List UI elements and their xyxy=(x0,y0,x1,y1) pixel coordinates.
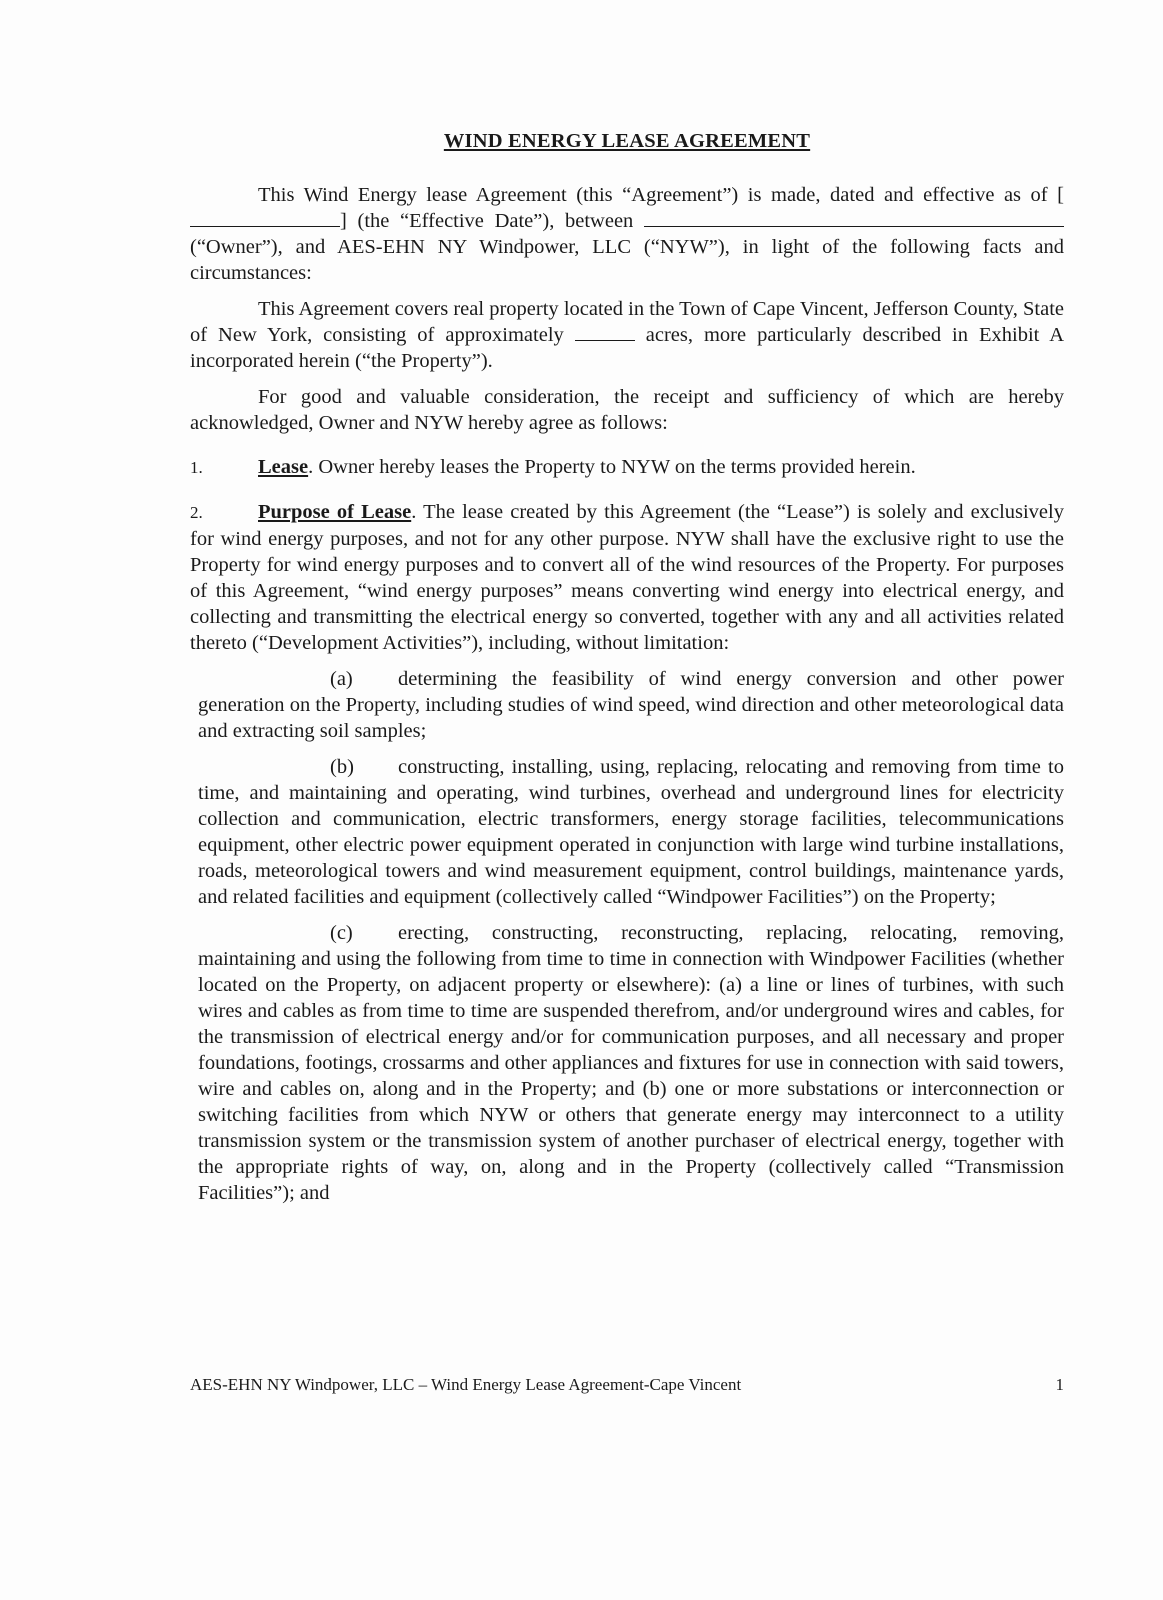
section-2-heading: Purpose of Lease xyxy=(258,501,412,523)
consideration-paragraph: For good and valuable consideration, the receipt and sufficiency of which are hereby acknowledged, Owner and NYW hereby agree as follows: xyxy=(190,386,1064,434)
subitem-b xyxy=(198,754,1064,910)
section-2 xyxy=(190,499,1064,656)
footer-text: AES-EHN NY Windpower, LLC – Wind Energy Lease Agreement-Cape Vincent xyxy=(190,1375,742,1394)
effective-date-blank xyxy=(190,208,340,227)
property-text-b: acres, more particularly described in Exhibit A incorporated herein (“the Property”). xyxy=(190,324,1065,372)
subitem-c-label: (c) xyxy=(330,922,353,944)
page-footer xyxy=(190,1374,1064,1396)
intro-text-b: ] (the “Effective Date”), between xyxy=(340,210,634,232)
subitem-b-label: (b) xyxy=(330,756,354,778)
section-1-number: 1. xyxy=(190,458,203,477)
property-paragraph xyxy=(190,296,1064,374)
intro-text-a: This Wind Energy lease Agreement (this “Agreement”) is made, dated and effective as of xyxy=(258,184,1048,206)
section-1-heading: Lease xyxy=(258,456,309,478)
intro-paragraph xyxy=(190,182,1064,286)
section-2-number: 2. xyxy=(190,503,203,522)
section-1 xyxy=(190,454,1064,481)
section-2-text: . The lease created by this Agreement (the “Lease”) is solely and exclusively for wind energy purposes, and not for any other purpose. NYW shall have the exclusive right to use the Property for wind energy purposes and to convert all of the wind resources of the Property. For purposes of this Agreement, “wind energy purposes” means converting wind energy into electrical energy, and collecting and transmitting the electrical energy so converted, together with any and all activities related thereto (“Development Activities”), including, without limitation: xyxy=(190,501,1064,654)
subitem-a-text: determining the feasibility of wind energy conversion and other power generation on the Property, including studies of wind speed, wind direction and other meteorological data and extracting soil samples; xyxy=(198,668,1064,742)
property-text-a: This Agreement covers real property located in the Town of Cape Vincent, Jefferson County, State of New York, consisting of approximately xyxy=(190,298,1064,346)
party-name-blank xyxy=(644,208,1064,227)
acres-blank xyxy=(575,322,635,341)
document-title: WIND ENERGY LEASE AGREEMENT xyxy=(443,130,811,152)
subitem-a xyxy=(198,666,1064,744)
intro-text-c: (“Owner”), and AES-EHN NY Windpower, LLC (“NYW”), in light of the following facts and circumstances: xyxy=(190,236,1064,284)
subitem-b-text: constructing, installing, using, replacing, relocating and removing from time to time, and maintaining and operating, wind turbines, overhead and underground lines for electricity collection and communication, electric transformers, energy storage facilities, telecommunications equipment, other electric power equipment operated in conjunction with large wind turbine installations, roads, meteorological towers and wind measurement equipment, control buildings, maintenance yards, and related facilities and equipment (collectively called “Windpower Facilities”) on the Property; xyxy=(198,756,1064,908)
subitem-a-label: (a) xyxy=(330,668,353,690)
subitem-c-text: erecting, constructing, reconstructing, replacing, relocating, removing, maintaining and using the following from time to time in connection with Windpower Facilities (whether located on the Property, on adjacent property or elsewhere): (a) a line or lines of turbines, with such wires and cables as from time to time are suspended therefrom, and/or underground wires and cables, for the transmission of electrical energy and/or for communication purposes, and all necessary and proper foundations, footings, crossarms and other appliances and fixtures for use in connection with said towers, wire and cables on, along and in the Property; and (b) one or more substations or interconnection or switching facilities from which NYW or others that generate energy may interconnect to a utility transmission system or the transmission system of another purchaser of electrical energy, together with the appropriate rights of way, on, along and in the Property (collectively called “Transmission Facilities”); and xyxy=(198,922,1064,1204)
intro-bracket: [ xyxy=(1057,184,1064,206)
section-1-text: . Owner hereby leases the Property to NYW on the terms provided herein. xyxy=(308,456,916,478)
subitem-c xyxy=(198,920,1064,1206)
document-body xyxy=(190,128,1064,1206)
page-number: 1 xyxy=(1055,1375,1064,1394)
